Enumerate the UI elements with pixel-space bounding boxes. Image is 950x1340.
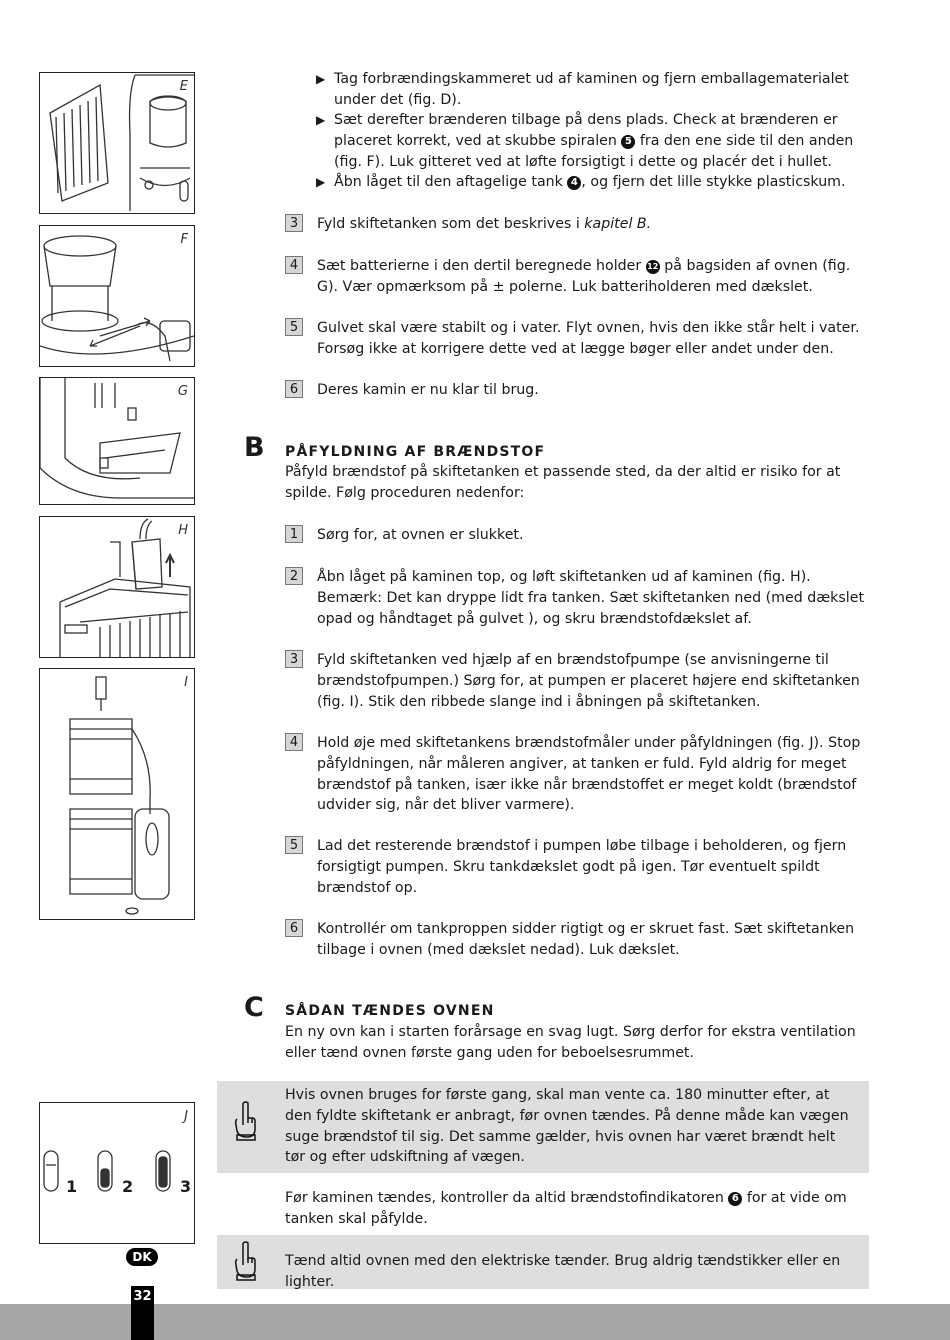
section-c-check-indicator: Før kaminen tændes, kontroller da altid brændstofindikatoren 6 for at vide om tanken skal påfylde. <box>285 1190 847 1227</box>
fuel-gauge-illustration <box>40 1103 194 1243</box>
fuel-pump-filling-illustration <box>40 669 194 919</box>
step-number: 5 <box>285 836 303 854</box>
figure-g-label: G <box>177 384 188 399</box>
section-c-title: SÅDAN TÆNDES OVNEN <box>285 1003 495 1019</box>
language-badge: DK <box>126 1248 158 1266</box>
figure-e <box>39 72 195 214</box>
pointing-hand-icon <box>231 1241 261 1281</box>
figure-f <box>39 225 195 367</box>
section-b-title: PÅFYLDNING AF BRÆNDSTOF <box>285 444 546 460</box>
bullet-arrow-icon: ▶ <box>316 175 326 189</box>
figure-h <box>39 516 195 658</box>
heater-grille-open-illustration <box>40 73 194 213</box>
step-number: 3 <box>285 214 303 232</box>
gauge-label-3: 3 <box>180 1177 192 1196</box>
step-5-level-floor: 5 Gulvet skal være stabilt og i vater. Flyt ovnen, hvis den ikke står helt i vater. Forsøg ikke at korrigere dette ved at lægge bøger eller andet under den. <box>285 318 869 360</box>
section-b-letter: B <box>244 432 265 463</box>
gauge-label-1: 1 <box>66 1177 78 1196</box>
note-electric-igniter: Tænd altid ovnen med den elektriske tænder. Brug aldrig tændstikker eller en lighter. <box>217 1235 869 1289</box>
step-3-fill-tank: 3 Fyld skiftetanken som det beskrives i kapitel B. <box>285 214 869 235</box>
section-c-letter: C <box>244 992 264 1023</box>
section-b-step-5: 5 Lad det resterende brændstof i pumpen løbe tilbage i beholderen, og fjern forsigtigt pumpen. Skru tankdækslet godt på igen. Tør eventuelt spildt brændstof op. <box>285 836 869 898</box>
step-number: 5 <box>285 318 303 336</box>
figure-h-label: H <box>178 523 188 538</box>
step-6-ready: 6 Deres kamin er nu klar til brug. <box>285 380 869 401</box>
bullet-arrow-icon: ▶ <box>316 113 326 127</box>
circled-number-12: 12 <box>646 260 660 274</box>
bullet-open-tank-lid: ▶ Åbn låget til den aftagelige tank 4 , og fjern det lille stykke plasticskum. <box>318 172 869 193</box>
section-c-intro: En ny ovn kan i starten forårsage en svag lugt. Sørg derfor for ekstra ventilation eller tænd ovnen første gang uden for beboelsesrummet. <box>285 1024 856 1061</box>
battery-holder-illustration <box>40 378 194 504</box>
tank-removal-illustration <box>40 517 194 657</box>
section-b-intro: Påfyld brændstof på skiftetanken et passende sted, da der altid er risiko for at spilde. Følg proceduren nedenfor: <box>285 464 841 501</box>
section-b-step-3: 3 Fyld skiftetanken ved hjælp af en brændstofpumpe (se anvisningerne til brændstofpumpen.) Sørg for, at pumpen er placeret højere end skiftetanken (fig. I). Stik den ribbede slange ind i åbningen på skiftetanken. <box>285 650 869 712</box>
page-number: 32 <box>131 1286 154 1340</box>
section-b-step-4: 4 Hold øje med skiftetankens brændstofmåler under påfyldningen (fig. J). Stop påfyldningen, når måleren angiver, at tanken er fuld. Fyld aldrig for meget brændstof på tanken, især ikke når brændstoffet er meget koldt (brændstof udvider sig, når det bliver varmere). <box>285 733 869 816</box>
step-number: 4 <box>285 733 303 751</box>
figure-i-label: I <box>184 675 188 690</box>
gauge-label-2: 2 <box>122 1177 134 1196</box>
figure-i <box>39 668 195 920</box>
bullet-replace-burner: ▶ Sæt derefter brænderen tilbage på dens plads. Check at brænderen er placeret korrekt, ved at skubbe spiralen 5 fra den ene side til den anden (fig. F). Luk gitteret ved at løfte forsigtigt i dette og placér det i hullet. <box>316 112 854 170</box>
note-first-use: Hvis ovnen bruges for første gang, skal man vente ca. 180 minutter efter, at den fyldte skiftetank er anbragt, før ovnen tændes. På denne måde kan vægen suge brændstof til sig. Det samme gælder, hvis ovnen har været brændt helt tør og efter udskiftning af vægen. <box>217 1081 869 1173</box>
step-number: 6 <box>285 919 303 937</box>
circled-number-5: 5 <box>621 135 635 149</box>
step-number: 4 <box>285 256 303 274</box>
pointing-hand-icon <box>231 1101 261 1141</box>
step-number: 2 <box>285 567 303 585</box>
figure-g <box>39 377 195 505</box>
step-number: 6 <box>285 380 303 398</box>
step-4-batteries: 4 Sæt batterierne i den dertil beregnede holder 12 på bagsiden af ovnen (fig. G). Vær opmærksom på ± polerne. Luk batteriholderen med dækslet. <box>285 256 869 298</box>
section-b-step-1: 1 Sørg for, at ovnen er slukket. <box>285 525 869 546</box>
bullet-remove-chamber: ▶ Tag forbrændingskammeret ud af kaminen og fjern emballagematerialet under det (fig. D). <box>316 71 849 108</box>
figure-j-label: J <box>184 1109 188 1124</box>
figure-j <box>39 1102 195 1244</box>
burner-coil-illustration <box>40 226 194 366</box>
figure-f-label: F <box>180 232 188 247</box>
figure-e-label: E <box>179 79 188 94</box>
section-b-step-2: 2 Åbn låget på kaminen top, og løft skiftetanken ud af kaminen (fig. H). Bemærk: Det kan dryppe lidt fra tanken. Sæt skiftetanken ned (med dækslet opad og håndtaget på gulvet ), og skru brændstofdækslet af. <box>285 567 869 629</box>
step-number: 3 <box>285 650 303 668</box>
circled-number-6: 6 <box>728 1192 742 1206</box>
step-number: 1 <box>285 525 303 543</box>
circled-number-4: 4 <box>567 176 581 190</box>
bullet-arrow-icon: ▶ <box>316 72 326 86</box>
section-b-step-6: 6 Kontrollér om tankproppen sidder rigtigt og er skruet fast. Sæt skiftetanken tilbage i ovnen (med dækslet nedad). Luk dækslet. <box>285 919 869 961</box>
